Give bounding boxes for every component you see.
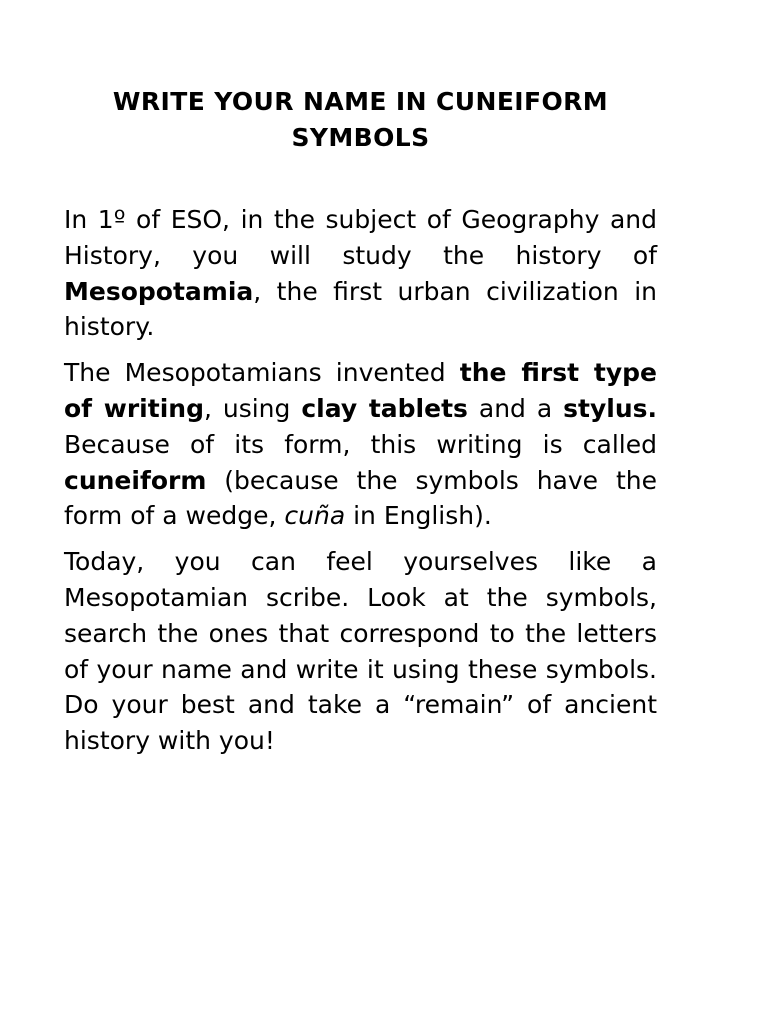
writing-text-1: The Mesopotamians invented xyxy=(64,358,460,388)
writing-text-4: Because of its form, this writing is called xyxy=(64,429,657,459)
stylus-bold: stylus. xyxy=(563,393,657,423)
intro-text: In 1º of ESO, in the subject of Geography and History, you will study the history of xyxy=(64,205,657,270)
writing-text-3: and a xyxy=(467,393,564,423)
cuneiform-bold: cuneiform xyxy=(64,465,207,495)
paragraph-task xyxy=(64,544,657,759)
writing-text-2: , using xyxy=(203,393,302,423)
task-text: Today, you can feel yourselves like a Mesopotamian scribe. Look at the symbols, search the ones that correspond to the letters of your name and write it using these symbols. Do your best and take a “remain” of ancient history with you! xyxy=(64,547,657,756)
writing-text-6: in English). xyxy=(345,501,492,531)
first-writing-bold: the first type of writing xyxy=(64,358,658,423)
cuna-italic: cuña xyxy=(284,501,346,531)
paragraph-intro xyxy=(64,202,657,345)
document-title: WRITE YOUR NAME IN CUNEIFORM SYMBOLS xyxy=(112,87,609,152)
writing-text-5: (because the symbols have the form of a wedge, xyxy=(64,465,657,531)
clay-tablets-bold: clay tablets xyxy=(301,393,468,423)
document-body xyxy=(64,202,657,759)
mesopotamia-bold: Mesopotamia xyxy=(64,276,254,306)
intro-text-end: , the first urban civilization in history. xyxy=(64,276,657,342)
paragraph-writing xyxy=(64,355,657,534)
document-page xyxy=(64,84,657,769)
